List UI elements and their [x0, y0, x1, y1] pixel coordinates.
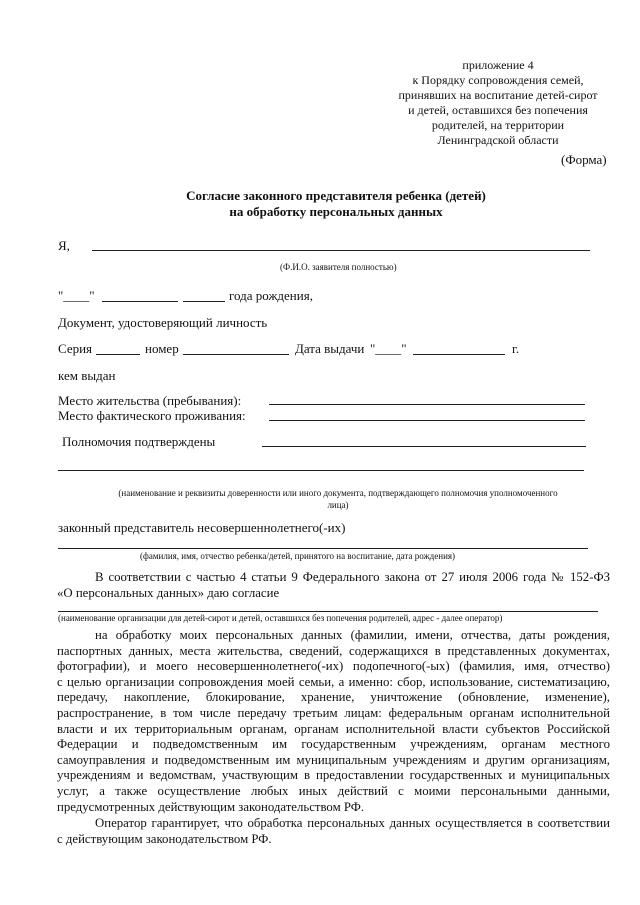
form-label: (Форма): [561, 152, 607, 167]
paragraph-line: предусмотренных действующим законодательством РФ.: [57, 799, 365, 814]
year-suffix: г.: [512, 341, 520, 356]
paragraph-line: власти и их территориальным органам, органам исполнительной власти субъектов Российской: [57, 721, 610, 736]
birth-year-line[interactable]: [183, 301, 225, 302]
document-label: Документ, удостоверяющий личность: [58, 315, 268, 330]
document-title-line-1: Согласие законного представителя ребенка (детей): [186, 188, 486, 203]
appendix-line: приложение 4: [462, 58, 534, 72]
authority-input-line[interactable]: [262, 446, 586, 447]
paragraph-line: с целью организации сопровождения моей семьи, а именно: сбор, использование, систематизацию,: [57, 674, 610, 689]
paragraph-line: паспортных данных, места жительства, сведений, содержащихся в представленных документах,: [57, 643, 610, 658]
birth-month-line[interactable]: [102, 301, 178, 302]
document-title-line-2: на обработку персональных данных: [229, 204, 443, 219]
series-label: Серия: [58, 341, 93, 356]
consent-paragraph-3: [57, 816, 610, 847]
representative-label: законный представитель несовершеннолетнего(-их): [58, 520, 346, 535]
paragraph-line: с действующим законодательством РФ.: [57, 831, 272, 846]
number-input-line[interactable]: [183, 354, 289, 355]
appendix-line: родителей, на территории: [431, 118, 565, 132]
series-input-line[interactable]: [96, 354, 140, 355]
issued-by-label: кем выдан: [58, 368, 116, 383]
appendix-line: Ленинградской области: [437, 133, 559, 147]
appendix-line: принявших на воспитание детей-сирот: [398, 88, 598, 102]
paragraph-line: В соответствии с частью 4 статьи 9 Федерального закона от 27 июля 2006 года № 152-ФЗ: [95, 570, 610, 584]
fio-caption: (Ф.И.О. заявителя полностью): [280, 262, 397, 272]
fio-input-line[interactable]: [92, 250, 590, 251]
paragraph-line: самоуправления и подведомственным им муниципальным учреждениям и другим организациям,: [57, 752, 610, 767]
birth-day-quote: "____": [58, 288, 95, 303]
authority-caption: (наименование и реквизиты доверенности или иного документа, подтверждающего полномочия уполномоченного: [118, 488, 558, 498]
operator-caption: (наименование организации для детей-сирот и детей, оставшихся без попечения родителей, адрес - далее оператор): [58, 613, 503, 623]
residence-label: Место жительства (пребывания):: [58, 393, 242, 408]
appendix-line: к Порядку сопровождения семей,: [412, 73, 584, 87]
authority-input-line-2[interactable]: [58, 470, 584, 471]
paragraph-line: передачу, накопление, блокирование, хранение, уничтожение (обновление, изменение),: [57, 690, 610, 705]
child-caption: (фамилия, имя, отчество ребенка/детей, принятого на воспитание, дата рождения): [140, 551, 456, 561]
consent-paragraph-1: [57, 570, 610, 601]
paragraph-line: распространение, в том числе передачу третьим лицам: федеральным органам исполнительной: [57, 705, 610, 720]
consent-paragraph-2: [57, 628, 610, 815]
appendix-line: и детей, оставшихся без попечения: [408, 103, 588, 117]
paragraph-line: Федерации и подведомственным им государственным учреждениям, органам местного: [57, 737, 610, 752]
actual-residence-label: Место фактического проживания:: [58, 408, 246, 423]
paragraph-line: Оператор гарантирует, что обработка персональных данных осуществляется в соответствии: [95, 816, 610, 830]
operator-input-line[interactable]: [58, 611, 598, 612]
paragraph-line: фотографии), и моего несовершеннолетнего(-их) подопечного(-ых) (фамилия, имя, отчество): [57, 659, 610, 674]
i-label: Я,: [58, 238, 70, 253]
birth-label: года рождения,: [229, 288, 313, 303]
paragraph-line: услуг, а также осуществление любых иных действий с моими персональными данными,: [57, 783, 610, 798]
number-label: номер: [145, 341, 179, 356]
issue-day-quote: "____": [370, 341, 407, 356]
child-input-line[interactable]: [58, 548, 588, 549]
appendix-block: [380, 58, 616, 148]
paragraph-line: на обработку моих персональных данных (фамилии, имени, отчества, даты рождения,: [95, 628, 610, 642]
paragraph-line: учреждениям и ведомствам, участвующим в предоставлении государственных и муниципальных: [57, 768, 610, 783]
issue-date-label: Дата выдачи: [295, 341, 365, 356]
authority-label: Полномочия подтверждены: [62, 434, 216, 449]
authority-caption-cont: лица): [327, 500, 349, 510]
actual-residence-input-line[interactable]: [269, 420, 585, 421]
residence-input-line[interactable]: [269, 404, 585, 405]
paragraph-line: «О персональных данных» даю согласие: [57, 585, 280, 600]
issue-month-line[interactable]: [413, 354, 505, 355]
